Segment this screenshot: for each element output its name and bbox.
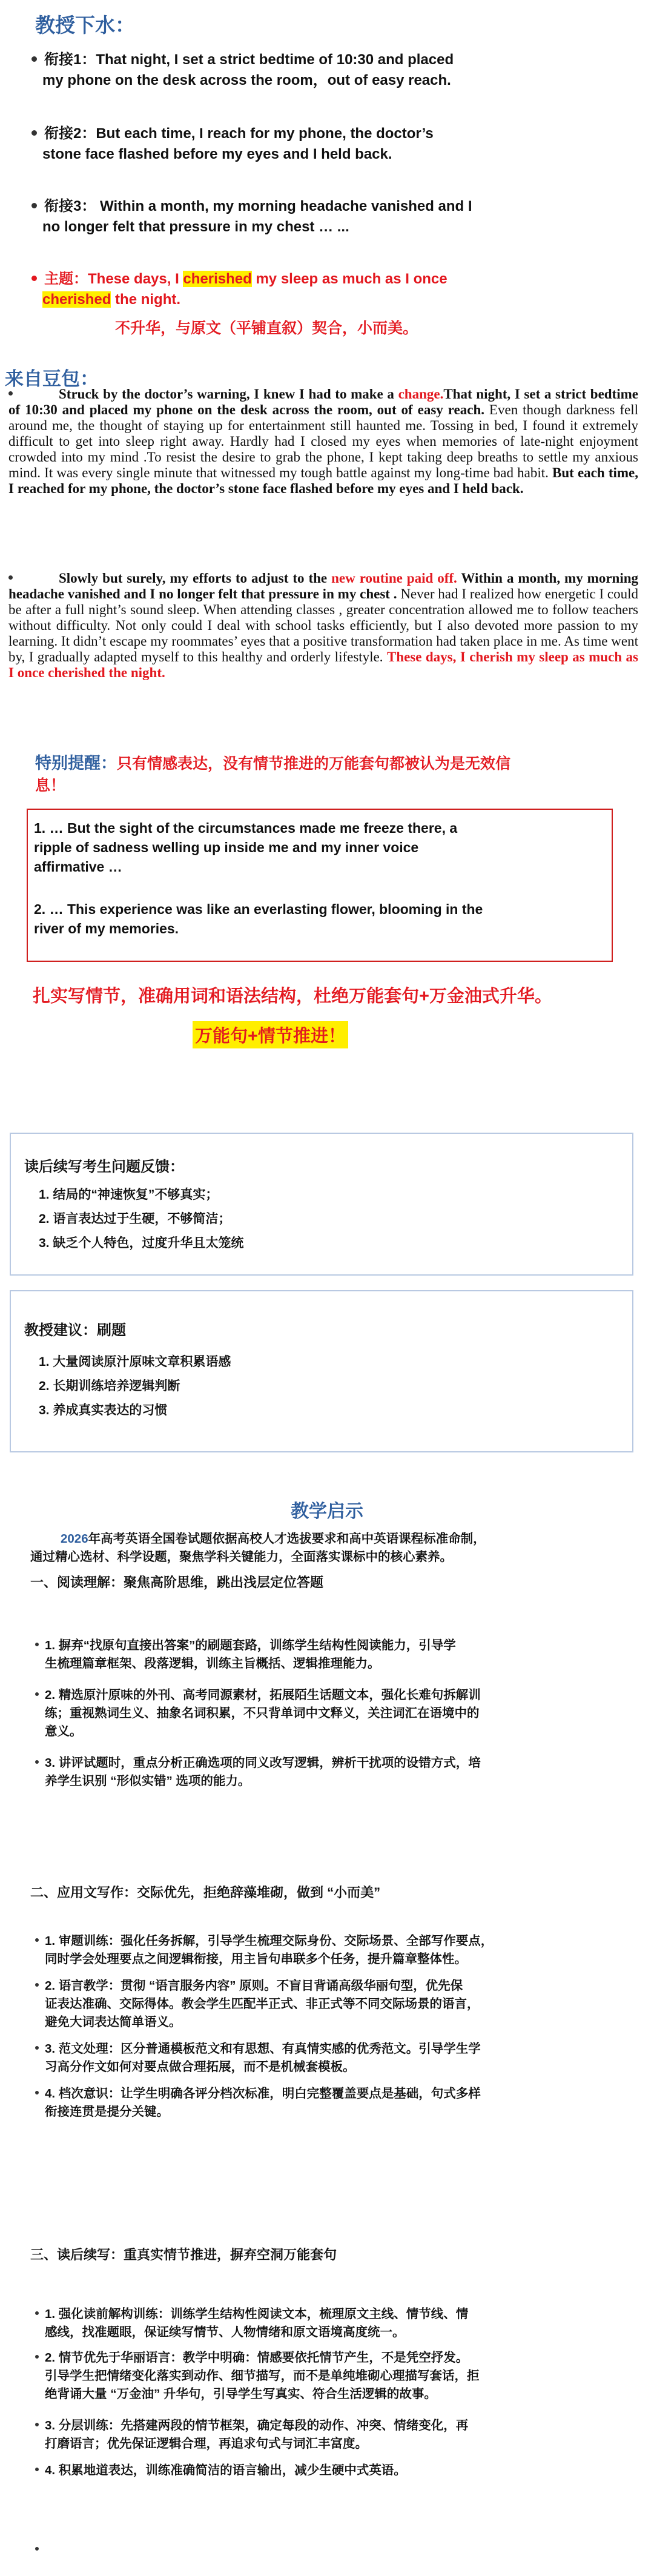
advice-item: 3. 养成真实表达的习惯 [39, 1403, 168, 1417]
bullet-link-1: 衔接1：That night, I set a strict bedtime of 10:30 and placed my phone on the desk across the room，out of easy reach. [31, 50, 625, 91]
advice-box [10, 1290, 633, 1452]
bullet-dot [8, 575, 13, 580]
feedback-title: 读后续写考生问题反馈： [24, 1159, 184, 1175]
section-3-heading: 三、读后续写：重真实情节推进，摒弃空洞万能套句 [30, 2247, 337, 2262]
section-2-item: 1. 审题训练：强化任务拆解，引导学生梳理交际身份、交际场景、全部写作要点， 同时学会处理要点之间逻辑衔接，用主旨句串联多个任务，提升篇章整体性。 [35, 1932, 632, 1968]
section-2-heading: 二、应用文写作：交际优先，拒绝辞藻堆砌，做到 “小而美” [30, 1885, 381, 1900]
bullet-dot [35, 2355, 39, 2359]
slogan-line-1: 扎实写情节，准确用词和语法结构，杜绝万能套句+万金油式升华。 [33, 987, 552, 1006]
example-1-line-3: affirmative … [34, 859, 122, 875]
example-1-line-1: 1. … But the sight of the circumstances made me freeze there, a [34, 820, 458, 836]
bullet-link-2: 衔接2：But each time, I reach for my phone, the doctor’s stone face flashed before my eyes and I held back. [31, 124, 625, 165]
highlight-cherished: cherished [42, 291, 111, 308]
section-2-item: 4. 档次意识：让学生明确各评分档次标准，明白完整覆盖要点是基础，句式多样 衔接连贯是提分关键。 [35, 2085, 632, 2121]
teaching-title: 教学启示 [291, 1502, 363, 1521]
feedback-item: 2. 语言表达过于生硬，不够简洁； [39, 1212, 231, 1226]
formula-examples-box [27, 809, 613, 962]
section-1-item: 1. 摒弃“找原句直接出答案”的刷题套路，训练学生结构性阅读能力，引导学 生梳理篇章框架、段落逻辑，训练主旨概括、逻辑推理能力。 [35, 1637, 632, 1673]
highlight-cherished: cherished [183, 271, 252, 287]
theme-line: 主题：These days, I cherished my sleep as much as I once cherished the night. [31, 269, 625, 310]
bullet-dot [31, 56, 37, 62]
section-3-item: 2. 情节优先于华丽语言：教学中明确：情感要依托情节产生，不是凭空抒发。 引导学生把情绪变化落实到动作、细节描写，而不是单纯堆砌心理描写套话，拒 绝背诵大量 “万金油” 升华句，引导学生写真实、符合生活逻辑的故事。 [35, 2349, 632, 2403]
section-title-professor: 教授下水： [35, 14, 135, 36]
advice-title: 教授建议：刷题 [24, 1322, 126, 1339]
teaching-intro: 2026年高考英语全国卷试题依据高校人才选拔要求和高中英语课程标准命制， 通过精心选材、科学设题，聚焦学科关键能力，全面落实课标中的核心素养。 [30, 1532, 486, 1564]
bullet-dot [35, 2091, 39, 2094]
example-1-line-2: ripple of sadness welling up inside me and my inner voice [34, 839, 419, 855]
section-2-item: 3. 范文处理：区分普通模板范文和有思想、有真情实感的优秀范文。引导学生学 习高分作文如何对要点做合理拓展，而不是机械套模板。 [35, 2040, 632, 2076]
bullet-link-3: 衔接3： Within a month, my morning headache vanished and I no longer felt that pressure in my chest … ... [31, 196, 625, 237]
bullet-dot [35, 1938, 39, 1942]
section-1-heading: 一、阅读理解：聚焦高阶思维，跳出浅层定位答题 [30, 1575, 324, 1590]
advice-item: 1. 大量阅读原汁原味文章积累语感 [39, 1355, 231, 1369]
bullet-dot [35, 2046, 39, 2050]
section-1-item: 3. 讲评试题时，重点分析正确选项的同义改写逻辑，辨析干扰项的设错方式，培 养学生识别 “形似实错” 选项的能力。 [35, 1754, 632, 1790]
trailing-bullet-dot [35, 2547, 39, 2551]
feedback-item: 3. 缺乏个人特色，过度升华且太笼统 [39, 1236, 244, 1250]
bullet-dot [31, 276, 37, 281]
doubao-paragraph-2: Slowly but surely, my efforts to adjust to the new routine paid off. Within a month, my morning headache vanished and I no longer felt that pressure in my chest . Never had I realized how energetic I could be after a full night’s sound sleep. When attending classes , greater concentration allowed me to follow teachers without difficulty. Not only could I deal with school tasks efficiently, but I also devoted more passion to my learning. It didn’t escape my roommates’ eyes that a positive transformation had taken place in me. As time went by, I gradually adapted myself to this healthy and orderly lifestyle. These days, I cherish my sleep as much as I once cherished the night. [8, 571, 638, 680]
special-reminder: 特别提醒：只有情感表达，没有情节推进的万能套句都被认为是无效信 息！ [35, 754, 511, 794]
bullet-dot [31, 130, 37, 136]
feedback-item: 1. 结局的“神速恢复”不够真实； [39, 1188, 219, 1202]
bullet-dot [35, 1983, 39, 1987]
example-2-line-1: 2. … This experience was like an everlasting flower, blooming in the [34, 901, 483, 917]
bullet-dot [35, 1643, 39, 1646]
bullet-dot [35, 2311, 39, 2315]
section-title-doubao: 来自豆包： [5, 368, 99, 389]
example-2-line-2: river of my memories. [34, 921, 179, 936]
bullet-dot [8, 391, 13, 396]
doubao-paragraph-1: Struck by the doctor’s warning, I knew I had to make a change.That night, I set a strict bedtime of 10:30 and placed my phone on the desk across the room, out of easy reach. Even though darkness fell around me, the thought of staying up for entertainment still haunted me. Tossing in bed, I found it extremely difficult to get into sleep right away. Hardly had I closed my eyes when memories of late-night enjoyment crowded into my mind .To resist the desire to grab the phone, I kept taking deep breaths to settle my anxious mind. It was every single minute that witnessed my tough battle against my long-time bad habit. But each time, I reached for my phone, the doctor’s stone face flashed before my eyes and I held back. [8, 386, 638, 496]
bullet-dot [35, 2423, 39, 2426]
section-2-item: 2. 语言教学：贯彻 “语言服务内容” 原则。不盲目背诵高级华丽句型，优先保 证表达准确、交际得体。教会学生匹配半正式、非正式等不同交际场景的语言， 避免大词表达简单语义。 [35, 1977, 632, 2031]
bullet-dot [35, 1692, 39, 1696]
feedback-box [10, 1133, 633, 1276]
advice-item: 2. 长期训练培养逻辑判断 [39, 1379, 180, 1393]
bullet-dot [31, 203, 37, 208]
section-3-item: 4. 积累地道表达，训练准确简洁的语言输出，减少生硬中式英语。 [35, 2462, 632, 2480]
bullet-dot [35, 2468, 39, 2471]
section-3-item: 1. 强化读前解构训练：训练学生结构性阅读文本，梳理原文主线、情节线、情 感线，找准题眼，保证续写情节、人物情绪和原文语境高度统一。 [35, 2305, 632, 2342]
section-1-item: 2. 精选原汁原味的外刊、高考同源素材，拓展陌生话题文本，强化长难句拆解训 练；重视熟词生义、抽象名词积累，不只背单词中文释义，关注词汇在语境中的 意义。 [35, 1686, 632, 1741]
theme-comment: 不升华，与原文（平铺直叙）契合，小而美。 [115, 320, 418, 337]
bullet-dot [35, 1760, 39, 1764]
slogan-line-2: 万能句+情节推进！ [193, 1021, 348, 1048]
section-3-item: 3. 分层训练：先搭建两段的情节框架，确定每段的动作、冲突、情绪变化，再 打磨语言；优先保证逻辑合理，再追求句式与词汇丰富度。 [35, 2417, 632, 2453]
